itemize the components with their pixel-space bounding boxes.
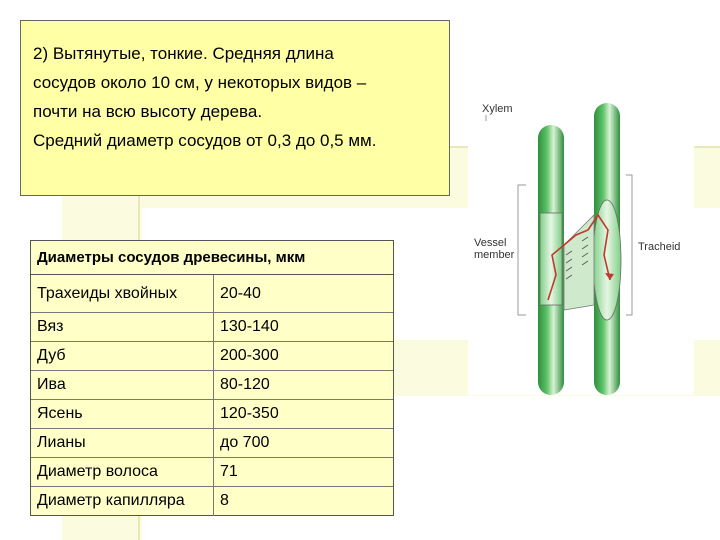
row-value: 130-140	[214, 313, 394, 342]
table-header-row	[31, 241, 393, 275]
table-row	[31, 313, 393, 342]
row-label: Диаметр капилляра	[31, 487, 214, 516]
end-wall	[564, 215, 594, 310]
row-value: до 700	[214, 429, 394, 458]
table-row	[31, 487, 393, 516]
row-label: Лианы	[31, 429, 214, 458]
table-row	[31, 458, 393, 487]
description-line-1: 2) Вытянутые, тонкие. Средняя длина	[33, 44, 334, 63]
row-value: 20-40	[214, 275, 394, 313]
xylem-illustration	[468, 95, 694, 395]
row-label: Диаметр волоса	[31, 458, 214, 487]
table-row	[31, 400, 393, 429]
vessel-member-bracket	[518, 185, 526, 315]
table-row	[31, 429, 393, 458]
table-title: Диаметры сосудов древесины, мкм	[31, 241, 393, 275]
tracheid-label: Tracheid	[638, 241, 681, 253]
vessel-member-label-line-1: Vessel	[474, 237, 507, 249]
row-value: 80-120	[214, 371, 394, 400]
table-row	[31, 371, 393, 400]
row-label: Трахеиды хвойных	[31, 275, 214, 313]
row-label: Дуб	[31, 342, 214, 371]
row-value: 120-350	[214, 400, 394, 429]
table-row	[31, 275, 393, 313]
vessel-diameter-table-box	[30, 240, 394, 516]
vessel-diameter-table	[31, 241, 393, 516]
description-text-box	[20, 20, 450, 196]
description-line-3: почти на всю высоту дерева.	[33, 102, 263, 121]
vessel-member-label-line-2: member	[474, 249, 515, 261]
row-value: 71	[214, 458, 394, 487]
row-label: Вяз	[31, 313, 214, 342]
xylem-title: Xylem	[482, 103, 513, 115]
table-row	[31, 342, 393, 371]
description-line-2: сосудов около 10 см, у некоторых видов –	[33, 73, 367, 92]
row-value: 8	[220, 492, 229, 510]
description-line-4: Средний диаметр сосудов от 0,3 до 0,5 мм.	[33, 131, 377, 150]
row-value: 200-300	[214, 342, 394, 371]
row-label: Ива	[31, 371, 214, 400]
tracheid-bracket	[626, 175, 632, 315]
row-label: Ясень	[31, 400, 214, 429]
xylem-drawing	[468, 95, 694, 395]
tracheid-cutaway	[593, 200, 621, 320]
